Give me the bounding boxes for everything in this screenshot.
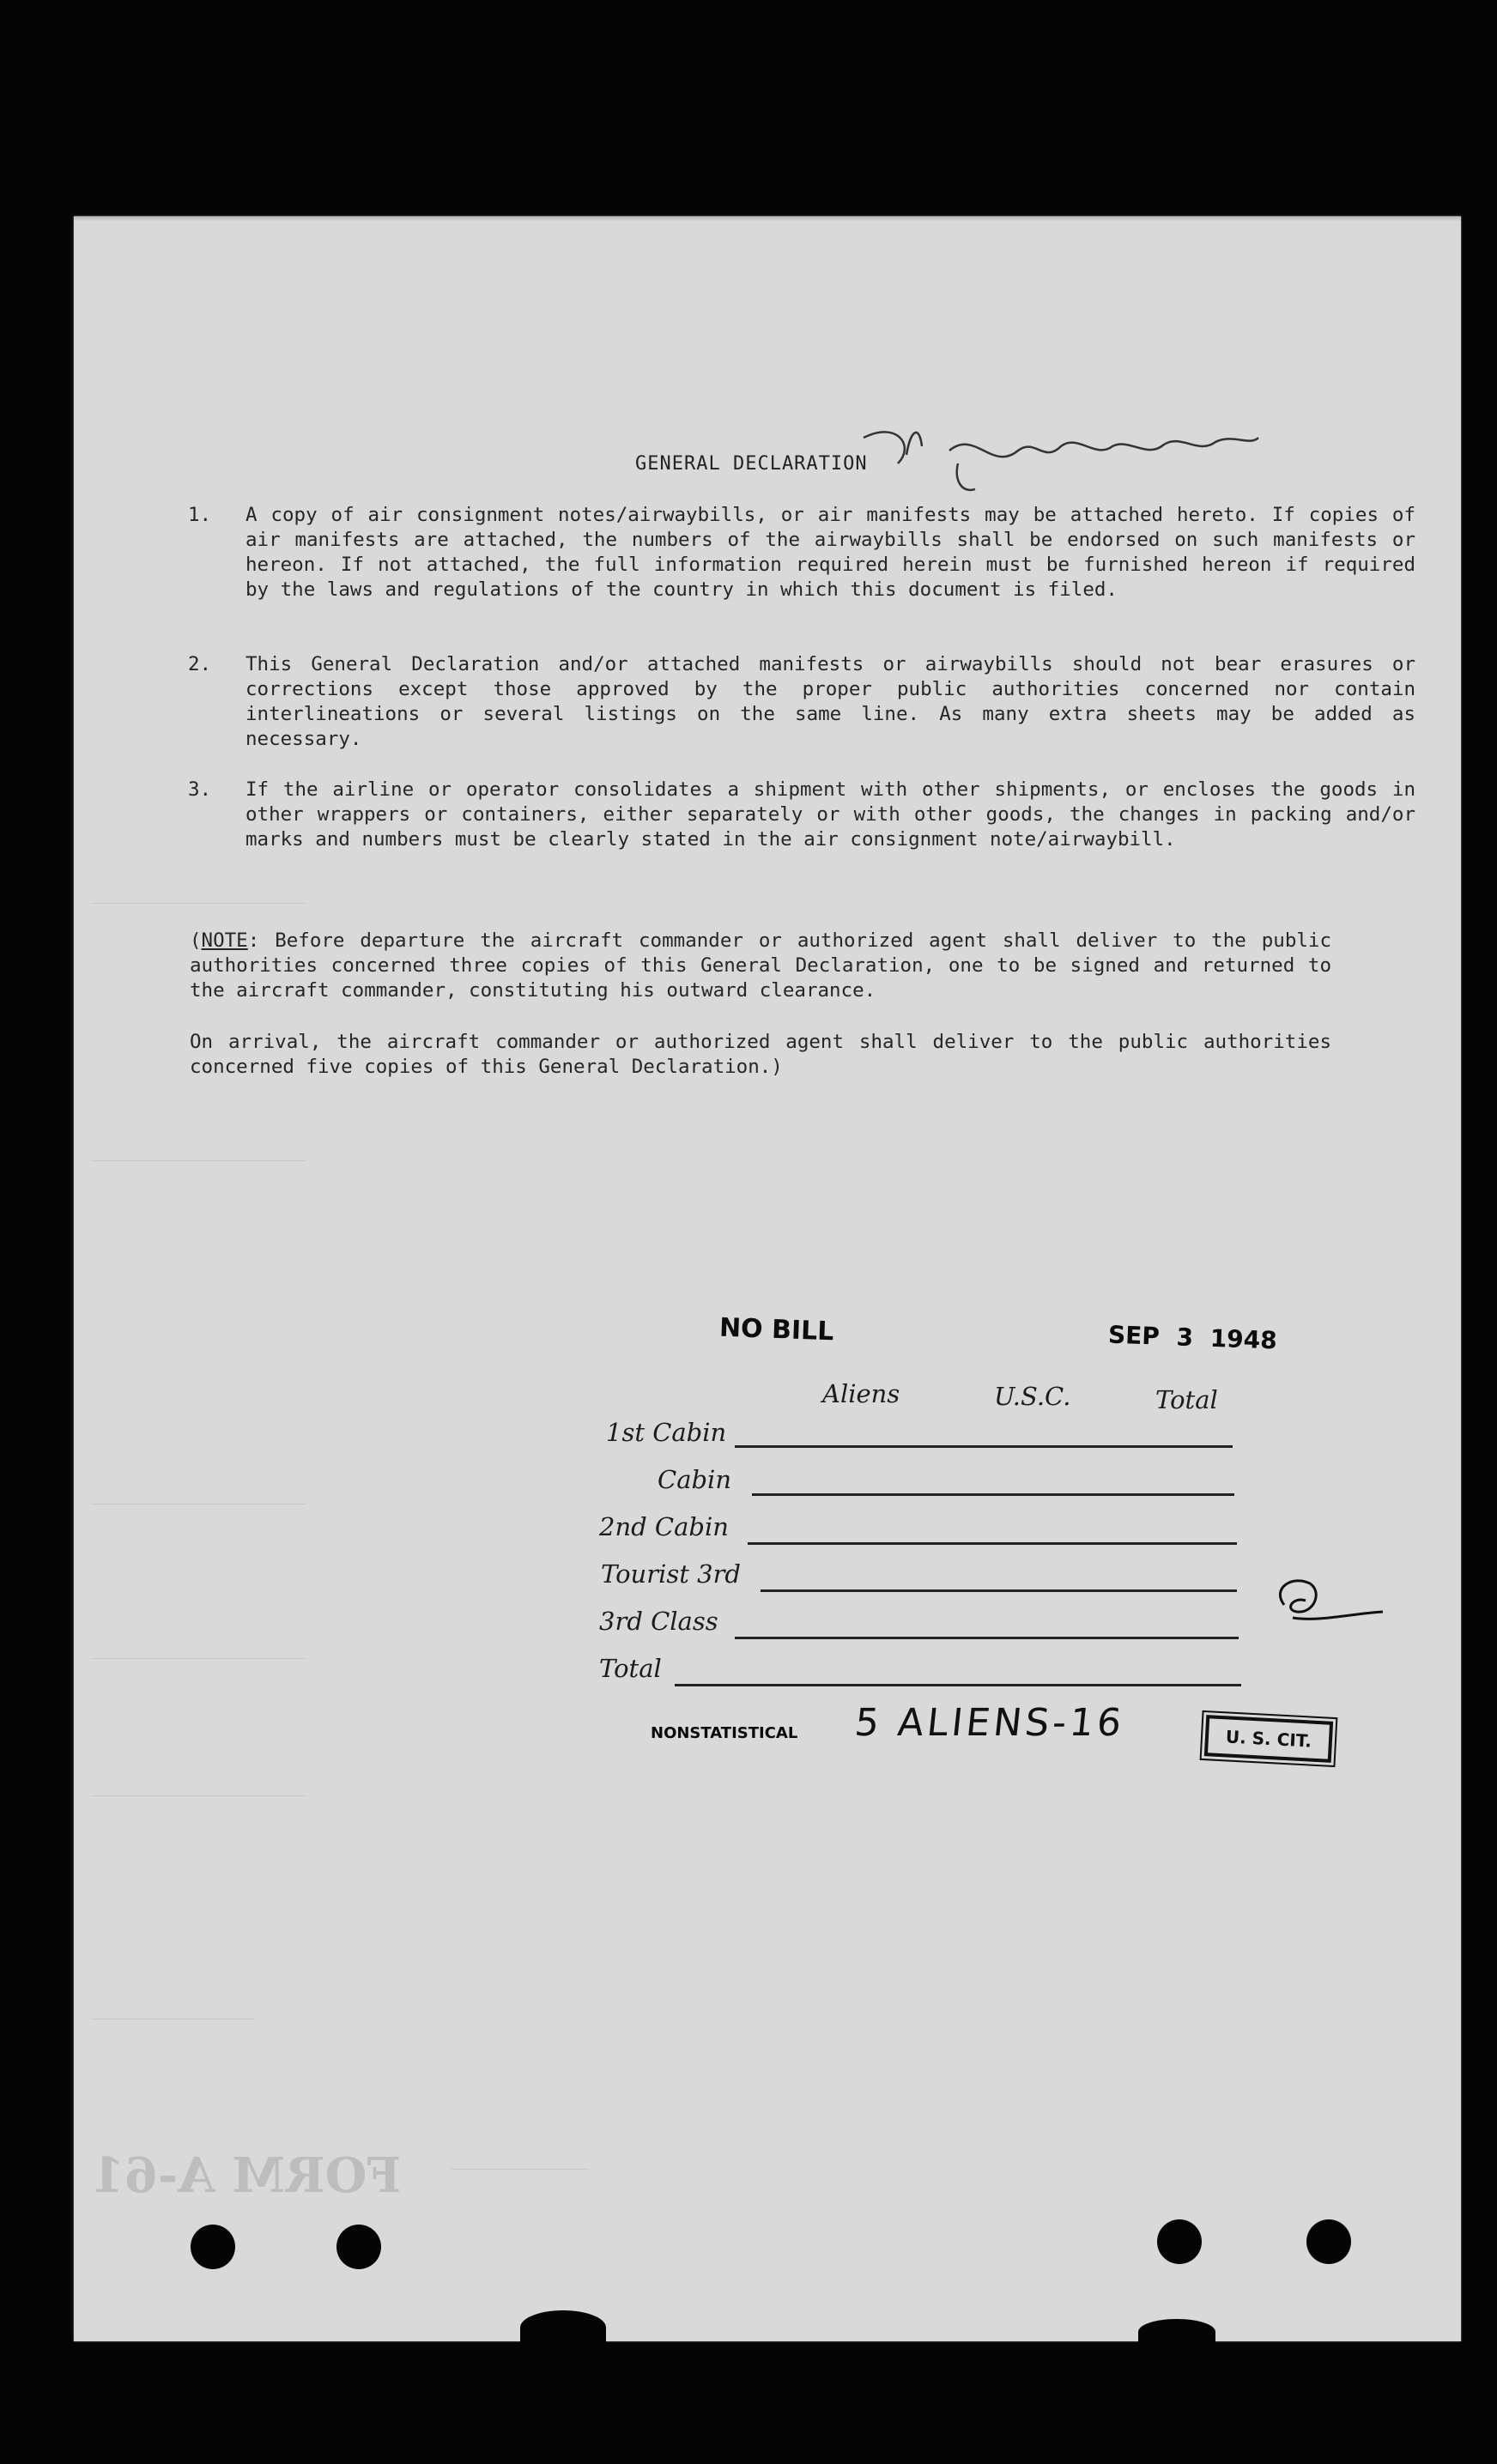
- row-label-tourist-3rd: Tourist 3rd: [601, 1559, 741, 1589]
- bleed-through-form-id: FORM A-61: [91, 2147, 402, 2204]
- bleed-line: [91, 1160, 306, 1161]
- row-label-1st-cabin: 1st Cabin: [606, 1418, 727, 1447]
- page-title: GENERAL DECLARATION: [635, 453, 868, 475]
- nonstatistical-stamp: NONSTATISTICAL: [651, 1724, 798, 1742]
- bleed-line: [91, 1658, 306, 1659]
- note-text: Before departure the aircraft commander or authorized agent shall deliver to the public authorities concerned three copies of this General Declaration, one to be signed and returned to the aircraft commander, constituting his outward clearance.: [190, 929, 1331, 1002]
- handwritten-mark: [1267, 1571, 1387, 1639]
- no-bill-stamp: NO BILL: [718, 1312, 834, 1347]
- note-label: NOTE: [201, 929, 248, 952]
- column-header-usc: U.S.C.: [994, 1382, 1071, 1411]
- paragraph-text: A copy of air consignment notes/airwaybills, or air manifests may be attached hereto. If copies of air manifests are attached, the numbers of the airwaybills shall be endorsed on such manifests or hereon. If not attached, the full information required herein must be furnished hereon if required by the laws and regulations of the country in which this document is filed.: [245, 504, 1415, 601]
- row-label-2nd-cabin: 2nd Cabin: [599, 1512, 729, 1541]
- paragraph-text: If the airline or operator consolidates a shipment with other shipments, or encloses the goods in other wrappers or containers, either separately or with other goods, the changes in packing and/or marks and numbers must be clearly stated in the air consignment note/airwaybill.: [245, 778, 1415, 851]
- us-cit-stamp: U. S. CIT.: [1204, 1715, 1333, 1763]
- bleed-line: [91, 1795, 306, 1796]
- sheet-edge: [74, 216, 1461, 221]
- note-paragraph: (NOTE: Before departure the aircraft commander or authorized agent shall deliver to the public authorities concerned three copies of this General Declaration, one to be signed and returned to the aircraft commander, constituting his outward clearance.: [190, 929, 1331, 1002]
- punch-hole: [191, 2225, 235, 2269]
- column-header-aliens: Aliens: [822, 1379, 900, 1408]
- paragraph-1: [188, 503, 1415, 606]
- punch-hole: [1157, 2219, 1202, 2264]
- row-line: [748, 1542, 1237, 1545]
- signature-scribble: [846, 412, 1276, 506]
- row-label-total: Total: [599, 1654, 662, 1683]
- bleed-line: [91, 903, 306, 904]
- punch-hole: [336, 2225, 381, 2269]
- paragraph-number: 1.: [188, 504, 212, 526]
- row-line: [761, 1589, 1237, 1592]
- bleed-line: [452, 2169, 589, 2170]
- row-line: [752, 1493, 1234, 1496]
- handwritten-alien-count: 5 ALIENS-16: [852, 1701, 1127, 1745]
- row-label-cabin: Cabin: [658, 1465, 731, 1494]
- column-header-total: Total: [1155, 1385, 1218, 1414]
- arrival-text: On arrival, the aircraft commander or authorized agent shall deliver to the public authorities concerned five copies of this General Declaration.): [190, 1031, 1331, 1078]
- row-line: [735, 1445, 1233, 1448]
- paragraph-text: This General Declaration and/or attached manifests or airwaybills should not bear erasures or corrections except those approved by the proper public authorities concerned nor contain interlineations or several listings on the same line. As many extra sheets may be added as necessary.: [245, 653, 1415, 750]
- paragraph-2: [188, 652, 1415, 755]
- paragraph-number: 2.: [188, 653, 212, 675]
- row-line: [675, 1684, 1241, 1686]
- document-sheet: [74, 216, 1461, 2341]
- date-stamp: SEP 3 1948: [1107, 1320, 1278, 1355]
- row-label-3rd-class: 3rd Class: [599, 1607, 718, 1636]
- paragraph-3: [188, 778, 1415, 881]
- paper-tear: [520, 2310, 606, 2345]
- paper-tear: [1138, 2319, 1215, 2345]
- row-line: [735, 1637, 1239, 1639]
- paragraph-number: 3.: [188, 778, 212, 801]
- arrival-paragraph: [190, 1030, 1331, 1080]
- punch-hole: [1306, 2219, 1351, 2264]
